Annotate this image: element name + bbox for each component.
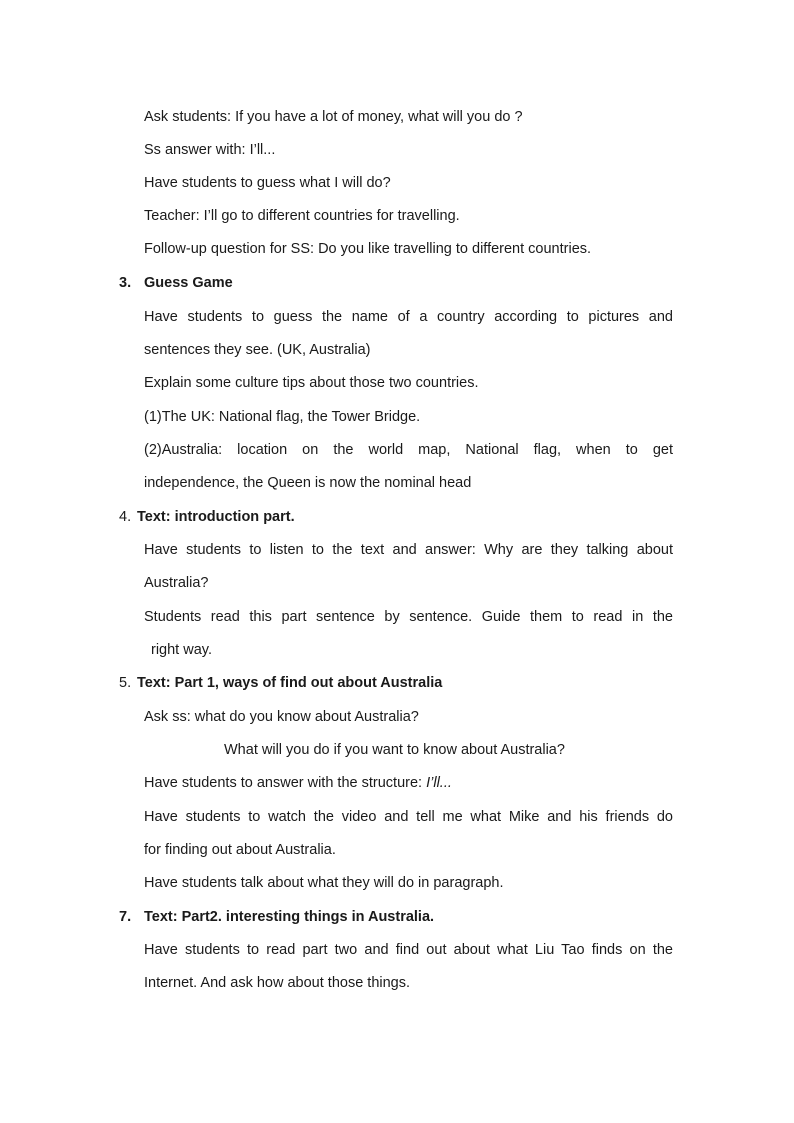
section-4-line-3: Students read this part sentence by sentence. Guide them to read in the (144, 609, 673, 625)
section-7-heading: Text: Part2. interesting things in Australia. (144, 909, 435, 925)
section-3-line-1: Have students to guess the name of a country according to pictures and (144, 309, 673, 325)
section-3-heading: Guess Game (144, 275, 233, 291)
section-7-line-2: Internet. And ask how about those things. (144, 975, 411, 991)
section-7-line-1: Have students to read part two and find out about what Liu Tao finds on the (144, 942, 673, 958)
section-5-number: 5. (119, 675, 132, 691)
section-7-number: 7. (119, 909, 132, 925)
warmup-line-4: Teacher: I’ll go to different countries for travelling. (144, 208, 460, 224)
section-4-heading: Text: introduction part. (137, 509, 295, 525)
section-3-line-4: (1)The UK: National flag, the Tower Bridge. (144, 409, 421, 425)
section-3-line-5: (2)Australia: location on the world map, National flag, when to get (144, 442, 673, 458)
warmup-line-2: Ss answer with: I’ll... (144, 142, 276, 158)
section-3-line-2: sentences they see. (UK, Australia) (144, 342, 371, 358)
warmup-line-1: Ask students: If you have a lot of money, what will you do ? (144, 109, 523, 125)
section-5-line-4: Have students to watch the video and tell me what Mike and his friends do (144, 809, 673, 825)
section-5-line-3-italic: I’ll... (426, 775, 452, 791)
section-5-line-1: Ask ss: what do you know about Australia? (144, 709, 419, 725)
section-5-line-5: for finding out about Australia. (144, 842, 336, 858)
section-3-line-3: Explain some culture tips about those two countries. (144, 375, 479, 391)
section-3-number: 3. (119, 275, 132, 291)
section-5-heading: Text: Part 1, ways of find out about Australia (137, 675, 443, 691)
section-5-line-3-text: Have students to answer with the structure: (144, 775, 423, 791)
section-5-line-3 (144, 774, 452, 792)
section-5-line-2: What will you do if you want to know about Australia? (224, 742, 565, 758)
section-4-number: 4. (119, 509, 132, 525)
section-3-line-6: independence, the Queen is now the nominal head (144, 475, 472, 491)
section-4-line-4: right way. (151, 642, 212, 658)
warmup-line-3: Have students to guess what I will do? (144, 175, 391, 191)
section-4-line-1: Have students to listen to the text and answer: Why are they talking about (144, 542, 673, 558)
section-4-line-2: Australia? (144, 575, 209, 591)
section-5-line-6: Have students talk about what they will do in paragraph. (144, 875, 504, 891)
warmup-line-5: Follow-up question for SS: Do you like travelling to different countries. (144, 241, 592, 257)
